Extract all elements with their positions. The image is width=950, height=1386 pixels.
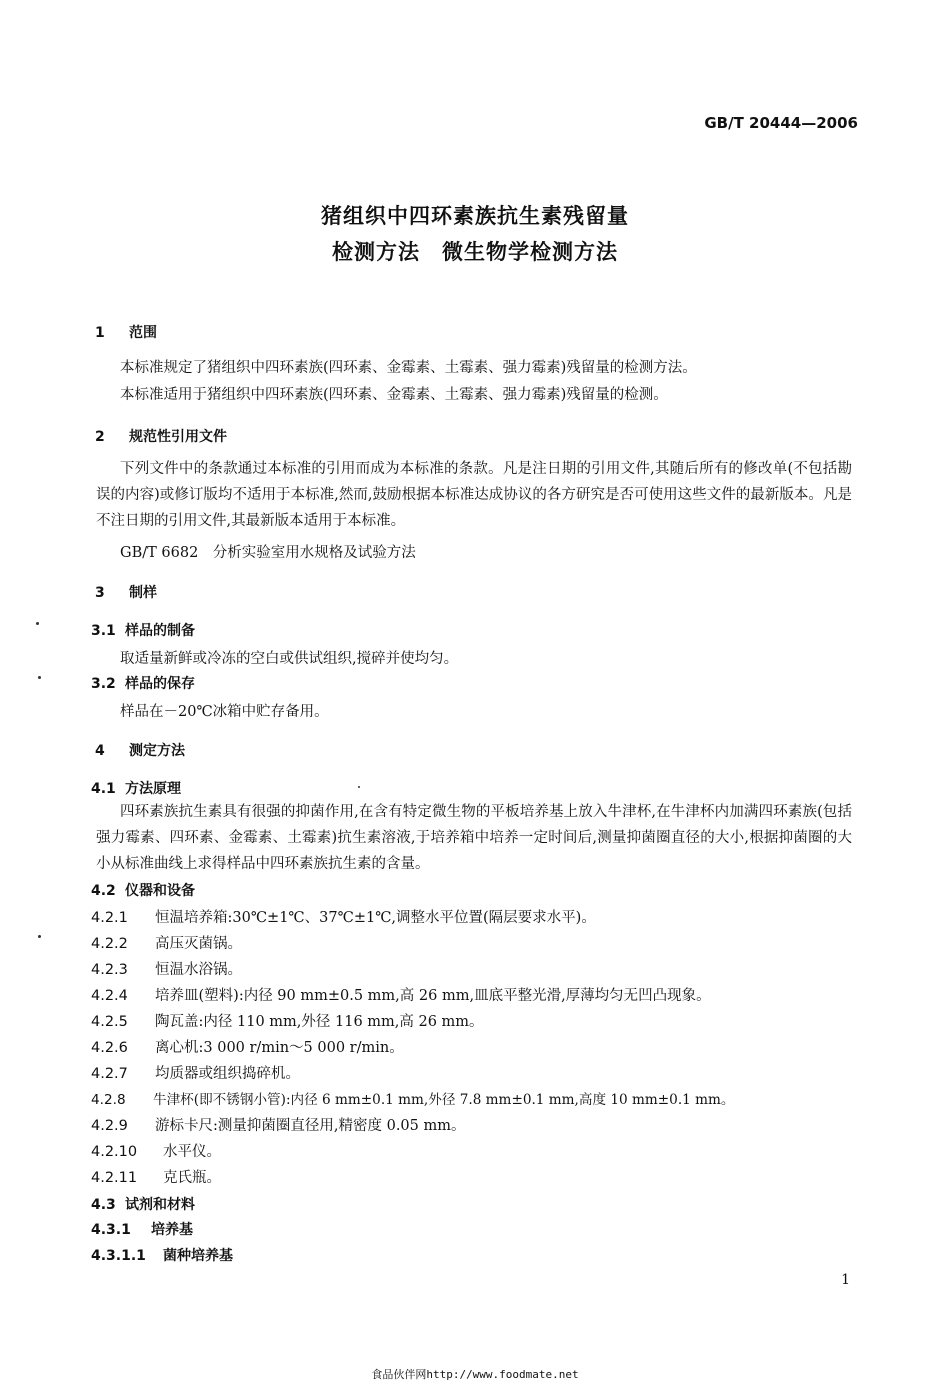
section-title: 规范性引用文件 bbox=[129, 429, 227, 445]
section-title: 样品的保存 bbox=[125, 676, 195, 692]
item-text: 均质器或组织捣碎机。 bbox=[155, 1066, 300, 1082]
document-title-line1: 猪组织中四环素族抗生素残留量 bbox=[321, 204, 629, 228]
item-text: 离心机:3 000 r/min～5 000 r/min。 bbox=[155, 1040, 404, 1056]
item-text: 克氏瓶。 bbox=[163, 1170, 221, 1186]
subsection-4-3-heading bbox=[91, 1194, 195, 1214]
item-number: 4.2.9 bbox=[91, 1118, 128, 1134]
section-number: 4.1 bbox=[91, 781, 116, 797]
page-number: 1 bbox=[841, 1272, 850, 1288]
item-number: 4.2.2 bbox=[91, 936, 128, 952]
section-number: 1 bbox=[95, 325, 105, 341]
watermark-footer: 食品伙伴网http://www.foodmate.net bbox=[371, 1368, 579, 1381]
section-title: 方法原理 bbox=[125, 781, 181, 797]
scan-speck bbox=[358, 786, 360, 788]
subsection-3-1-text: 取适量新鲜或冷冻的空白或供试组织,搅碎并使均匀。 bbox=[120, 651, 459, 667]
section-title: 试剂和材料 bbox=[125, 1197, 195, 1213]
standard-number: GB/T 20444—2006 bbox=[704, 114, 858, 132]
subsection-3-2-text: 样品在－20℃冰箱中贮存备用。 bbox=[120, 704, 329, 720]
item-text: 恒温培养箱:30℃±1℃、37℃±1℃,调整水平位置(隔层要求水平)。 bbox=[155, 910, 596, 926]
item-number: 4.2.4 bbox=[91, 988, 128, 1004]
item-number: 4.2.3 bbox=[91, 962, 128, 978]
equipment-item bbox=[91, 1010, 484, 1031]
equipment-item bbox=[91, 906, 596, 927]
equipment-item bbox=[91, 984, 711, 1005]
section-4-heading bbox=[95, 740, 185, 760]
item-text: 培养皿(塑料):内径 90 mm±0.5 mm,高 26 mm,皿底平整光滑,厚薄均匀无凹凸现象。 bbox=[155, 988, 711, 1004]
subsection-4-3-1-heading bbox=[91, 1219, 193, 1239]
item-text: 牛津杯(即不锈钢小管):内径 6 mm±0.1 mm,外径 7.8 mm±0.1 mm,高度 10 mm±0.1 mm。 bbox=[153, 1092, 735, 1108]
section-number: 4.3.1 bbox=[91, 1222, 131, 1238]
item-text: 水平仪。 bbox=[163, 1144, 221, 1160]
document-title-line2: 检测方法 微生物学检测方法 bbox=[332, 240, 618, 264]
equipment-item bbox=[91, 1088, 735, 1108]
item-number: 4.2.1 bbox=[91, 910, 128, 926]
equipment-item bbox=[91, 1140, 221, 1161]
section-title: 仪器和设备 bbox=[125, 883, 195, 899]
subsection-4-1-text: 四环素族抗生素具有很强的抑菌作用,在含有特定微生物的平板培养基上放入牛津杯,在牛津杯内加满四环素族(包括强力霉素、四环素、金霉素、土霉素)抗生素溶液,于培养箱中培养一定时间后,测量抑菌圈直径的大小,根据抑菌圈的大小从标准曲线上求得样品中四环素族抗生素的含量。 bbox=[96, 804, 852, 872]
equipment-item bbox=[91, 1166, 221, 1187]
item-number: 4.2.5 bbox=[91, 1014, 128, 1030]
equipment-item bbox=[91, 1062, 300, 1083]
item-number: 4.2.6 bbox=[91, 1040, 128, 1056]
subsection-4-3-1-1-heading bbox=[91, 1245, 233, 1265]
scan-speck bbox=[38, 676, 41, 679]
section-title: 菌种培养基 bbox=[163, 1248, 233, 1264]
section-number: 3.2 bbox=[91, 676, 116, 692]
subsection-4-2-heading bbox=[91, 880, 195, 900]
equipment-item bbox=[91, 958, 242, 979]
section-2-paragraph: 下列文件中的条款通过本标准的引用而成为本标准的条款。凡是注日期的引用文件,其随后所有的修改单(不包括勘误的内容)或修订版均不适用于本标准,然而,鼓励根据本标准达成协议的各方研究是否可使用这些文件的最新版本。凡是不注日期的引用文件,其最新版本适用于本标准。 bbox=[96, 461, 852, 529]
section-title: 范围 bbox=[129, 325, 157, 341]
section-number: 4.3.1.1 bbox=[91, 1248, 146, 1264]
item-number: 4.2.7 bbox=[91, 1066, 128, 1082]
subsection-3-1-heading bbox=[91, 620, 195, 640]
section-number: 2 bbox=[95, 429, 105, 445]
section-1-paragraph-2: 本标准适用于猪组织中四环素族(四环素、金霉素、土霉素、强力霉素)残留量的检测。 bbox=[120, 387, 668, 403]
item-number: 4.2.11 bbox=[91, 1170, 138, 1186]
equipment-item bbox=[91, 1036, 404, 1057]
item-text: 高压灭菌锅。 bbox=[155, 936, 242, 952]
section-number: 3.1 bbox=[91, 623, 116, 639]
item-text: 游标卡尺:测量抑菌圈直径用,精密度 0.05 mm。 bbox=[155, 1118, 466, 1134]
section-number: 4.3 bbox=[91, 1197, 116, 1213]
section-1-paragraph-1: 本标准规定了猪组织中四环素族(四环素、金霉素、土霉素、强力霉素)残留量的检测方法。 bbox=[120, 360, 697, 376]
item-number: 4.2.10 bbox=[91, 1144, 138, 1160]
section-title: 测定方法 bbox=[129, 743, 185, 759]
section-number: 4 bbox=[95, 743, 105, 759]
section-number: 4.2 bbox=[91, 883, 116, 899]
item-text: 恒温水浴锅。 bbox=[155, 962, 242, 978]
scan-speck bbox=[38, 935, 41, 938]
section-1-heading bbox=[95, 322, 157, 342]
item-text: 陶瓦盖:内径 110 mm,外径 116 mm,高 26 mm。 bbox=[155, 1014, 484, 1030]
section-3-heading bbox=[95, 582, 157, 602]
section-title: 培养基 bbox=[151, 1222, 193, 1238]
subsection-3-2-heading bbox=[91, 673, 195, 693]
equipment-item bbox=[91, 1114, 466, 1135]
equipment-item bbox=[91, 932, 242, 953]
section-2-heading bbox=[95, 426, 227, 446]
subsection-4-1-heading bbox=[91, 778, 181, 798]
normative-reference: GB/T 6682 分析实验室用水规格及试验方法 bbox=[120, 545, 416, 561]
section-number: 3 bbox=[95, 585, 105, 601]
section-title: 制样 bbox=[129, 585, 157, 601]
item-number: 4.2.8 bbox=[91, 1092, 126, 1108]
section-title: 样品的制备 bbox=[125, 623, 195, 639]
scan-speck bbox=[36, 622, 39, 625]
